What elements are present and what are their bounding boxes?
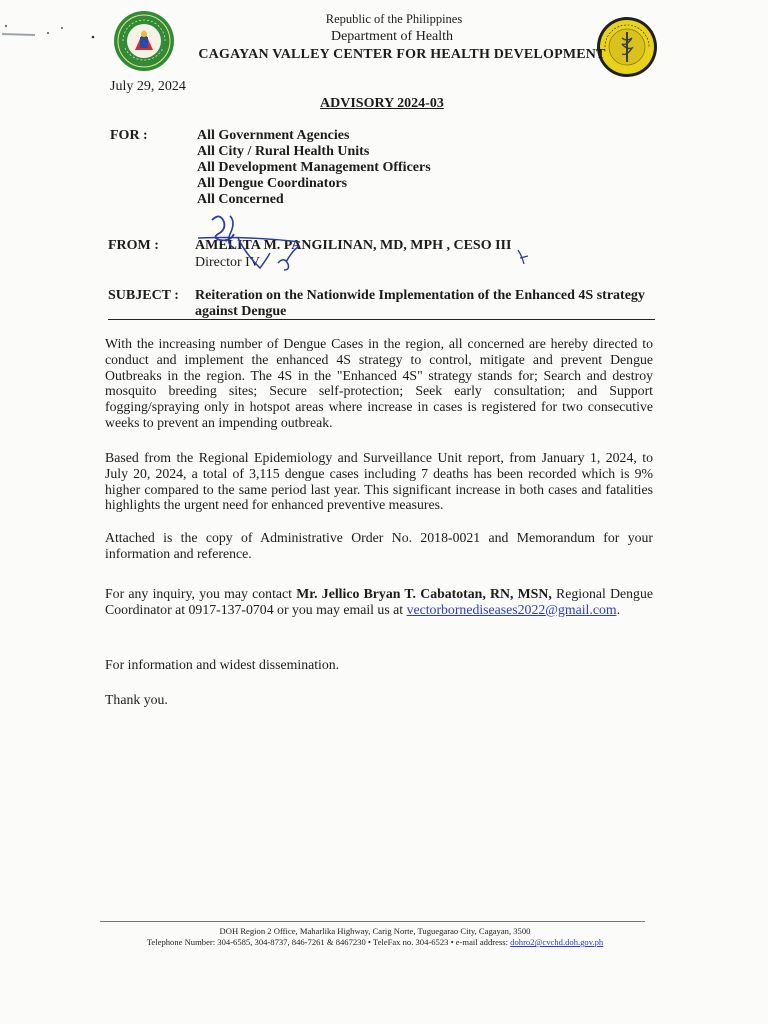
for-label: FOR : — [110, 128, 148, 143]
contact-details: Regional Dengue Coordinator at 0917-137-0704 or you may email us at — [105, 586, 653, 617]
contact-intro: For any inquiry, you may contact — [105, 586, 297, 601]
body-paragraph: With the increasing number of Dengue Cases in the region, all concerned are hereby directed to conduct and implement the enhanced 4S strategy to control, mitigate and prevent Dengue Outbreaks in the region. The 4S in the "Enhanced 4S" strategy stands for; Search and destroy mosquito breeding sites; Secure self-protection; Seek early consultation; and Support fogging/spraying only in hotspot areas where increase in cases is registered for two consecutive weeks to prevent an impending outbreak. — [105, 336, 653, 430]
footer-contact — [95, 937, 655, 947]
body-paragraph: Attached is the copy of Administrative Order No. 2018-0021 and Memorandum for your information and reference. — [105, 530, 653, 561]
recipient-list — [197, 128, 431, 208]
footer-email-link[interactable]: dohro2@cvchd.doh.gov.ph — [510, 937, 604, 947]
recipient-item: All Government Agencies — [197, 128, 350, 143]
closing: Thank you. — [105, 692, 168, 707]
subject-text: Reiteration on the Nationwide Implementation of the Enhanced 4S strategy against Dengue — [195, 288, 645, 319]
recipient-item: All Concerned — [197, 192, 284, 207]
footer-divider — [100, 921, 645, 922]
from-label: FROM : — [108, 238, 159, 253]
footer-address: DOH Region 2 Office, Maharlika Highway, Carig Norte, Tuguegarao City, Cagayan, 3500 — [219, 926, 531, 936]
header-republic: Republic of the Philippines — [325, 12, 463, 26]
contact-end: . — [616, 601, 621, 617]
body-paragraph: Based from the Regional Epidemiology and Surveillance Unit report, from January 1, 2024, to July 20, 2024, a total of 3,115 dengue cases including 7 deaths has been recorded which is 9% higher compared to the same period last year. This significant increase in both cases and fatalities highlights the urgent need for enhanced preventive measures. — [105, 450, 653, 513]
contact-paragraph — [105, 586, 653, 618]
divider — [108, 319, 655, 320]
footer-phone: Telephone Number: 304-6585, 304-8737, 846-7261 & 8467230 • TeleFax no. 304-6523 • e-mail address: — [146, 937, 511, 947]
body-paragraph: For information and widest dissemination. — [105, 657, 340, 672]
recipient-item: All City / Rural Health Units — [197, 144, 370, 159]
signature — [190, 208, 540, 278]
sender-title: Director IV — [195, 255, 260, 270]
header-department: Department of Health — [330, 29, 454, 44]
sender-name: AMELITA M. PANGILINAN, MD, MPH , CESO III — [195, 238, 512, 253]
contact-person: Mr. Jellico Bryan T. Cabatotan, RN, MSN, — [296, 586, 552, 601]
header-office: CAGAYAN VALLEY CENTER FOR HEALTH DEVELOPMENT — [198, 47, 606, 62]
recipient-item: All Dengue Coordinators — [197, 176, 348, 191]
contact-email-link[interactable]: vectorbornediseases2022@gmail.com — [406, 601, 617, 617]
recipient-item: All Development Management Officers — [197, 160, 431, 175]
advisory-number: ADVISORY 2024-03 — [320, 96, 444, 111]
subject-label: SUBJECT : — [108, 288, 179, 303]
document-date: July 29, 2024 — [110, 79, 186, 94]
